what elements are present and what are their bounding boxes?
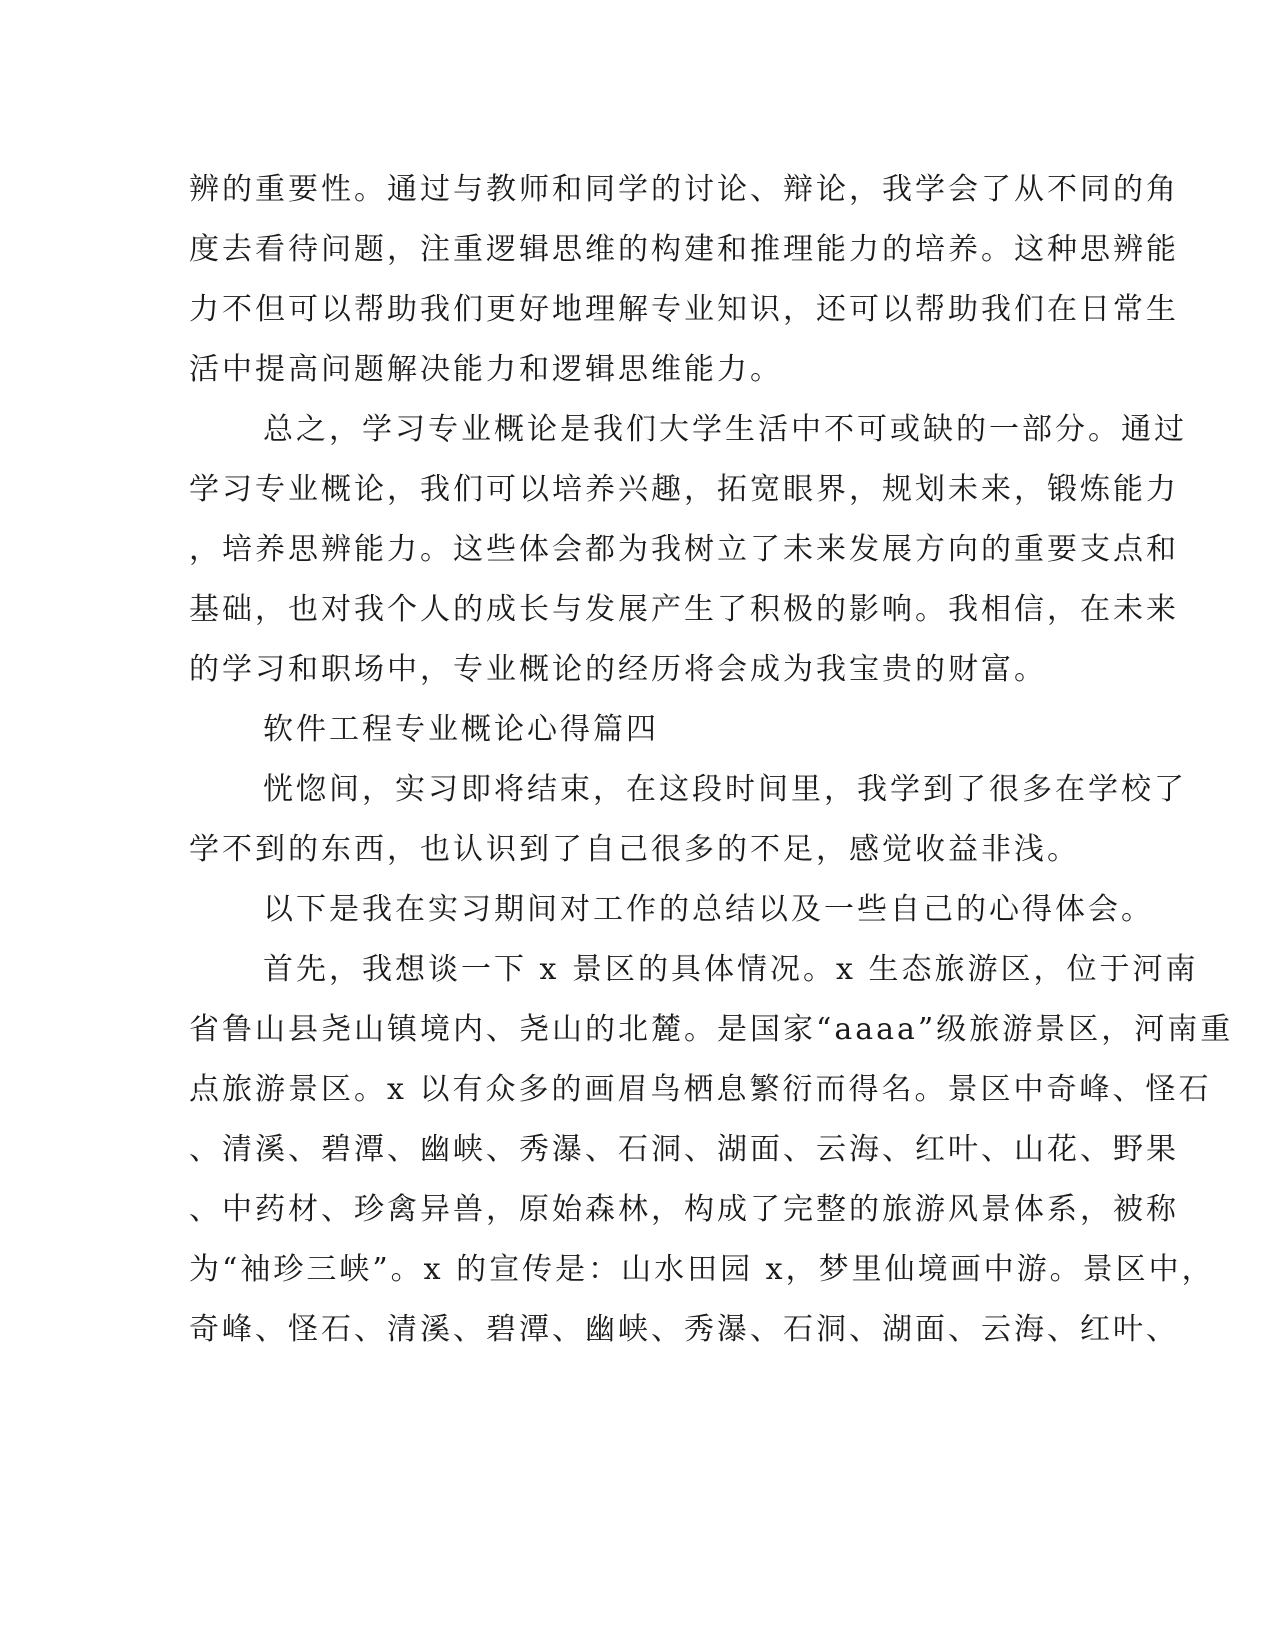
paragraph-start-line: 恍惚间，实习即将结束，在这段时间里，我学到了很多在学校了 [263, 772, 1187, 807]
section-heading: 软件工程专业概论心得篇四 [263, 712, 659, 747]
text-line: 力不但可以帮助我们更好地理解专业知识，还可以帮助我们在日常生 [189, 292, 1179, 327]
body-text [189, 160, 1234, 1360]
text-line: 点旅游景区。x 以有众多的画眉鸟栖息繁衍而得名。景区中奇峰、怪石 [189, 1072, 1212, 1107]
text-line: 省鲁山县尧山镇境内、尧山的北麓。是国家“aaaa”级旅游景区，河南重 [189, 1012, 1234, 1047]
text-line: 的学习和职场中，专业概论的经历将会成为我宝贵的财富。 [189, 652, 1047, 687]
text-line: 、中药材、珍禽异兽，原始森林，构成了完整的旅游风景体系，被称 [189, 1192, 1179, 1227]
text-line: ，培养思辨能力。这些体会都为我树立了未来发展方向的重要支点和 [189, 532, 1179, 567]
text-line: 奇峰、怪石、清溪、碧潭、幽峡、秀瀑、石洞、湖面、云海、红叶、 [189, 1312, 1179, 1347]
text-line: 学不到的东西，也认识到了自己很多的不足，感觉收益非浅。 [189, 832, 1080, 867]
text-line: 辨的重要性。通过与教师和同学的讨论、辩论，我学会了从不同的角 [189, 172, 1179, 207]
text-line: 为“袖珍三峡”。x 的宣传是：山水田园 x，梦里仙境画中游。景区中， [189, 1252, 1215, 1287]
text-line: 度去看待问题，注重逻辑思维的构建和推理能力的培养。这种思辨能 [189, 232, 1179, 267]
paragraph-start-line: 以下是我在实习期间对工作的总结以及一些自己的心得体会。 [263, 892, 1154, 927]
paragraph-start-line: 首先，我想谈一下 x 景区的具体情况。x 生态旅游区，位于河南 [263, 952, 1199, 987]
paragraph-start-line: 总之，学习专业概论是我们大学生活中不可或缺的一部分。通过 [263, 412, 1187, 447]
text-line: 学习专业概论，我们可以培养兴趣，拓宽眼界，规划未来，锻炼能力 [189, 472, 1179, 507]
text-line: 基础，也对我个人的成长与发展产生了积极的影响。我相信，在未来 [189, 592, 1179, 627]
text-line: 、清溪、碧潭、幽峡、秀瀑、石洞、湖面、云海、红叶、山花、野果 [189, 1132, 1179, 1167]
text-line: 活中提高问题解决能力和逻辑思维能力。 [189, 352, 783, 387]
